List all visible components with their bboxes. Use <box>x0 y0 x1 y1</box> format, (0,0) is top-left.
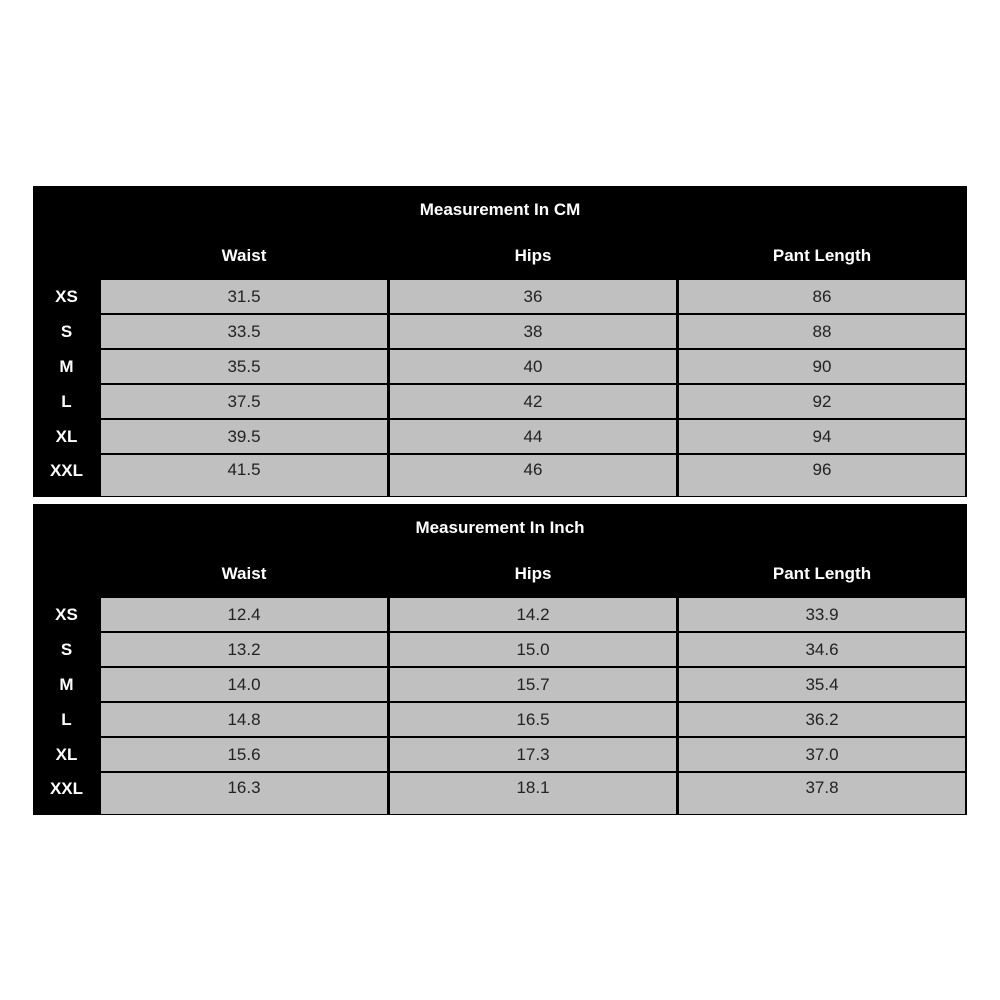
table-cell: 37.5 <box>101 385 387 418</box>
column-header-waist: Waist <box>221 246 267 265</box>
table-cell: 33.5 <box>101 315 387 348</box>
table-cell: 44 <box>390 420 676 453</box>
column-header-pant-length: Pant Length <box>772 246 872 265</box>
size-chart-cm <box>33 186 967 497</box>
table-cell: 92 <box>679 385 965 418</box>
table-cell: 18.1 <box>390 773 676 814</box>
table-cell: 38 <box>390 315 676 348</box>
row-label-size: M <box>59 357 74 376</box>
table-cell: 34.6 <box>679 633 965 666</box>
table-cell: 15.0 <box>390 633 676 666</box>
table-cell: 41.5 <box>101 455 387 496</box>
size-chart-inch <box>33 504 967 815</box>
column-header-pant-length: Pant Length <box>772 564 872 583</box>
row-label-size: M <box>59 675 74 694</box>
table-cell: 39.5 <box>101 420 387 453</box>
table-cell: 37.8 <box>679 773 965 814</box>
row-label-size: L <box>61 392 72 411</box>
table-cell: 31.5 <box>101 280 387 313</box>
table-cell: 88 <box>679 315 965 348</box>
table-cell: 33.9 <box>679 598 965 631</box>
column-header-waist: Waist <box>221 564 267 583</box>
table-cell: 16.3 <box>101 773 387 814</box>
table-cell: 37.0 <box>679 738 965 771</box>
table-cell: 96 <box>679 455 965 496</box>
table-cell: 46 <box>390 455 676 496</box>
table-cell: 16.5 <box>390 703 676 736</box>
table-cell: 15.6 <box>101 738 387 771</box>
row-label-size: XXL <box>49 461 84 480</box>
table-cell: 15.7 <box>390 668 676 701</box>
table-cell: 12.4 <box>101 598 387 631</box>
table-cell: 35.5 <box>101 350 387 383</box>
table-title: Measurement In Inch <box>415 518 585 537</box>
table-cell: 14.8 <box>101 703 387 736</box>
row-label-size: S <box>60 322 73 341</box>
table-cell: 86 <box>679 280 965 313</box>
table-cell: 36.2 <box>679 703 965 736</box>
column-header-hips: Hips <box>514 246 552 265</box>
row-label-size: S <box>60 640 73 659</box>
table-cell: 94 <box>679 420 965 453</box>
table-cell: 42 <box>390 385 676 418</box>
row-label-size: XL <box>55 745 78 764</box>
table-cell: 35.4 <box>679 668 965 701</box>
table-title: Measurement In CM <box>419 200 581 219</box>
table-cell: 40 <box>390 350 676 383</box>
row-label-size: XS <box>55 287 78 306</box>
row-label-size: XL <box>55 427 78 446</box>
column-header-hips: Hips <box>514 564 552 583</box>
row-label-size: L <box>61 710 72 729</box>
table-cell: 14.0 <box>101 668 387 701</box>
table-cell: 36 <box>390 280 676 313</box>
table-cell: 13.2 <box>101 633 387 666</box>
row-label-size: XS <box>55 605 78 624</box>
row-label-size: XXL <box>49 779 84 798</box>
table-cell: 17.3 <box>390 738 676 771</box>
table-cell: 14.2 <box>390 598 676 631</box>
table-cell: 90 <box>679 350 965 383</box>
